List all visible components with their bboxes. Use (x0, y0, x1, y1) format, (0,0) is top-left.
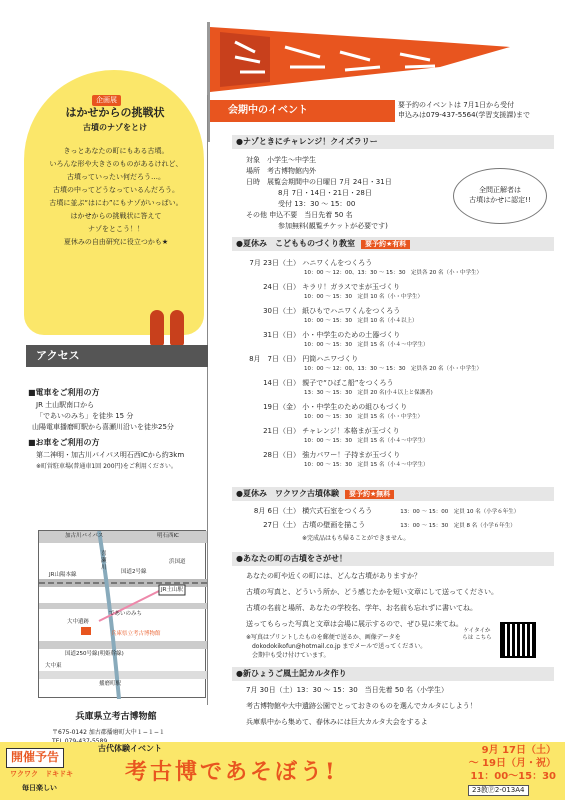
mobile-label: ケイタイからは こちら (462, 628, 492, 642)
search-text: ※写真はプリントしたものを郵便で送るか、画像データを (246, 634, 401, 641)
banner-title: 考古博であそぼう! (125, 759, 338, 785)
search-text: 送ってもらった写真と文章は会場に展示するので、ぜひ見に来てね。 (246, 620, 463, 628)
workshop-row: 21日（日） チャレンジ！本格まが玉づくり 10：00 〜 15：30 定員 15 名（小４〜中学生） (263, 427, 429, 445)
kofun-note: ※完成品はもち帰ることができません。 (302, 535, 410, 542)
workshop-row: 28日（日） 強力パワー！子持まが玉づくり 10：00 〜 15：30 定員 15 名（小４〜中学生） (263, 451, 429, 469)
kofun-tag: 要予約★無料 (345, 490, 394, 499)
map-label: JR山陽本線 (49, 572, 77, 578)
kofun-row: 8月 6日（土） 横穴式石室をつくろう 13：00 〜 15：00 定員 10 名（小学６年生） (253, 507, 520, 515)
events-heading: 会期中のイベント (210, 100, 395, 122)
quiz-info: 日時 展覧会期間中の日曜日 7月 24日・31日 (246, 178, 392, 186)
workshop-row: 19日（金） 小・中学生のための組ひもづくり 10：00 〜 15：30 定員 15 名（小・中学生） (263, 403, 423, 421)
museum-address: 〒675-0142 加古郡播磨町大中１−１−１ (52, 729, 165, 736)
map-label: 加古川バイパス (65, 533, 104, 539)
search-text: 会期中も受け付けています。 (252, 652, 330, 659)
map-label: 播磨町駅 (99, 681, 122, 687)
karuta-text: 兵庫県中から集めて、春休みには巨大カルタ大会をするよ (246, 718, 428, 726)
quiz-info: 場所 考古博物館内外 (246, 167, 316, 175)
workshop-row: 14日（日） 親子で“ひぼこ船”をつくろう 13：30 〜 15：30 定員 20 名(小４以上と保護者) (263, 379, 433, 397)
map-label: JR土山駅 (161, 587, 183, 593)
karuta-text: 7月 30日（土）13：30 〜 15：30 当日先着 50 名（小学生） (246, 686, 449, 694)
map-label: 国道2号線 (121, 569, 147, 575)
museum-name: 兵庫県立考古博物館 (75, 712, 157, 722)
access-map (38, 530, 206, 698)
email-link[interactable]: dokodokikofun@hotmail.co.jp までメールで送ってください。 (252, 643, 427, 650)
banner-catch: 毎日楽しい (22, 784, 57, 792)
car-heading: ■お車をご利用の方 (28, 438, 100, 447)
exhibition-subtitle: 古墳のナゾをとけ (83, 123, 147, 132)
qr-code[interactable] (500, 622, 536, 658)
access-heading: アクセス (26, 345, 208, 367)
exhibition-badge: 企画展 (92, 95, 121, 106)
workshop-row: 31日（日） 小・中学生のための土器づくり 10：00 〜 15：30 定員 15 名（小４〜中学生） (263, 331, 429, 349)
banner-subtitle: 古代体験イベント (98, 744, 162, 753)
section-kofun-title: ●夏休み ワクワク古墳体験 要予約★無料 (232, 487, 554, 501)
map-label: 明石西IC (157, 533, 179, 539)
search-text: 古墳の名前と場所、あなたの学校名、学年、お名前も忘れずに書いてね。 (246, 604, 477, 612)
quiz-info: その他 申込不要 当日先着 50 名 (246, 211, 353, 219)
search-text: 古墳の写真と、どういう所か、どう感じたかを短い文章にして送ってください。 (246, 588, 498, 596)
map-label: 国道250号線(明姫幹線) (65, 651, 124, 657)
workshop-row: 7月 23日（土） ハニワくんをつくろう 10：00 〜 12：00、13：30 〜 15：30 定員各 20 名（小・中学生） (249, 259, 482, 277)
map-label: 喜瀬川 (101, 551, 107, 571)
workshop-tag: 要予約★有料 (361, 240, 410, 249)
access-text: 第二神明・加古川バイパス明石西ICから約3km (36, 451, 185, 459)
exhibition-title: はかせからの挑戦状 (65, 106, 165, 119)
divider-line (207, 95, 208, 705)
quiz-info: 対象 小学生〜中学生 (246, 156, 316, 164)
map-label: であいのみち (109, 611, 143, 617)
quiz-info: 8月 7日・14日・21日・28日 (278, 189, 372, 197)
carp-flag-illustration (210, 22, 510, 97)
map-label: 大中遺跡 (67, 619, 90, 625)
haniwa-figure (150, 310, 164, 346)
kofun-row: 27日（土） 古墳の壁画を描こう 13：00 〜 15：30 定員 8 名（小学６年生） (263, 521, 516, 529)
workshop-row: 24日（日） キラリ！ガラスでまが玉づくり 10：00 〜 15：30 定員 10 名（小・中学生） (263, 283, 423, 301)
map-label: 浜国道 (169, 559, 186, 565)
search-text: あなたの町や近くの町には、どんな古墳がありますか？ (246, 572, 421, 580)
quiz-info: 参加無料(観覧チケットが必要です) (278, 222, 388, 230)
access-text: ※町営駐車場(普通車1回 200円)をご利用ください。 (36, 463, 177, 470)
train-heading: ■電車をご利用の方 (28, 388, 100, 397)
banner-dates: 9月 17日（土） 〜 19日（月・祝） 11：00〜15：30 (468, 745, 556, 782)
document-code: 23教Ⓟ2-013A4 (468, 785, 529, 796)
quiz-info: 受付 13：30 〜 15：00 (278, 200, 356, 208)
banner-catch: ワクワク ドキドキ (10, 770, 73, 778)
section-workshop-title: ●夏休み こどもものづくり教室 要予約★有料 (232, 237, 554, 251)
section-search-title: ●あなたの町の古墳をさがせ！ (232, 552, 554, 566)
section-quiz-title: ●ナゾときにチャレンジ！クイズラリー (232, 135, 554, 149)
workshop-row: 30日（土） 紙ひもでハニワくんをつくろう 10：00 〜 15：30 定員 10 名（小４以上） (263, 307, 418, 325)
access-text: 「であいのみち」を徒歩 15 分 (36, 412, 134, 420)
section-karuta-title: ●新ひょうご風土記カルタ作り (232, 667, 554, 681)
exhibition-text: きっとあなたの町にもある古墳。 いろんな形や大きさのものがあるけれど、 古墳っていったい何だろう…。 古墳の中ってどうなっているんだろう。 古墳に並ぶ“はにわ”にもナゾがいっぱい。 はかせからの挑戦状に答えて ナゾをとこう！！ 夏休みの自由研究に役立つかも★ (49, 147, 183, 246)
karuta-text: 考古博物館や大中遺跡公園でとっておきのものを選んでカルタにしよう！ (246, 702, 477, 710)
preview-badge: 開催予告 (6, 748, 64, 768)
access-text: JR 土山駅南口から (36, 401, 95, 409)
access-text: 山陽電車播磨町駅から喜瀬川沿いを徒歩25分 (32, 423, 174, 431)
reservation-note: 要予約のイベントは 7月1日から受付 申込みは079-437-5564(学習支援課)まで (398, 101, 531, 119)
quiz-bubble: 全問正解者は 古墳はかせに認定!! (453, 168, 547, 224)
map-label: 大中東 (45, 663, 62, 669)
workshop-row: 8月 7日（日） 円筒ハニワづくり 10：00 〜 12：00、13：30 〜 15：30 定員各 20 名（小・中学生） (249, 355, 482, 373)
map-label: 兵庫県立考古博物館 (111, 631, 161, 637)
haniwa-figure (170, 310, 184, 346)
